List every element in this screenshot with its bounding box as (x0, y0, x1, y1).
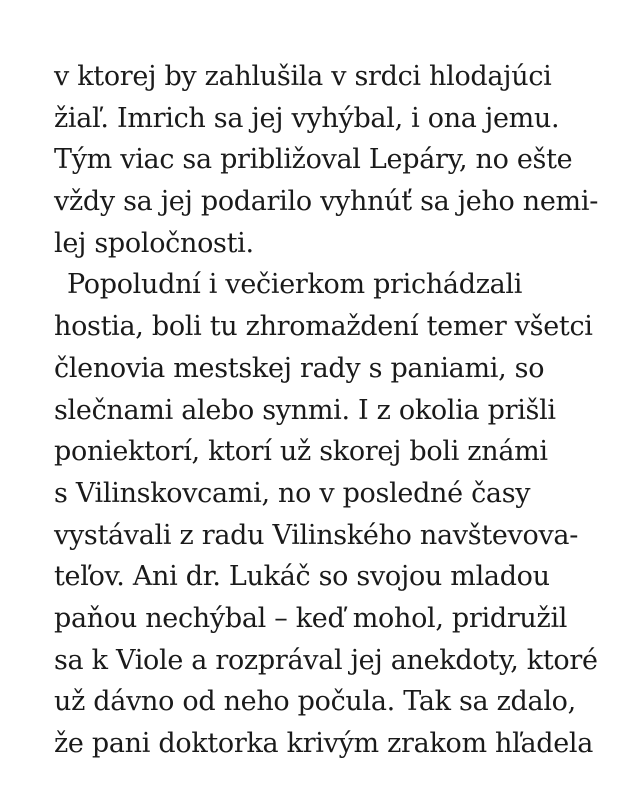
text-line: členovia mestskej rady s paniami, so (54, 352, 545, 384)
text-line: žiaľ. Imrich sa jej vyhýbal, i ona jemu. (54, 102, 560, 134)
text-line: sa k Viole a rozprával jej anekdoty, ktoré (54, 644, 598, 676)
text-line: hostia, boli tu zhromaždení temer všetci (54, 311, 593, 343)
text-line: že pani doktorka krivým zrakom hľadela (54, 728, 594, 759)
body-text (54, 56, 599, 765)
text-line: v ktorej by zahlušila v srdci hlodajúci (54, 61, 552, 92)
text-line: teľov. Ani dr. Lukáč so svojou mladou (54, 561, 550, 593)
text-line: Tým viac sa približoval Lepáry, no ešte (54, 144, 573, 176)
text-line: už dávno od neho počula. Tak sa zdalo, (54, 686, 576, 718)
text-line: vystávali z radu Vilinského navštevova- (54, 519, 579, 551)
text-line: paňou nechýbal – keď mohol, pridružil (54, 602, 568, 634)
text-line: slečnami alebo synmi. I z okolia prišli (54, 394, 556, 426)
text-line: poniektorí, ktorí už skorej boli známi (54, 436, 548, 468)
paragraph-first-line: Popoludní i večierkom prichádzali (67, 269, 523, 301)
text-line: s Vilinskovcami, no v posledné časy (54, 477, 531, 509)
text-line: vždy sa jej podarilo vyhnúť sa jeho nemi- (54, 186, 599, 218)
text-line: lej spoločnosti. (54, 227, 254, 259)
